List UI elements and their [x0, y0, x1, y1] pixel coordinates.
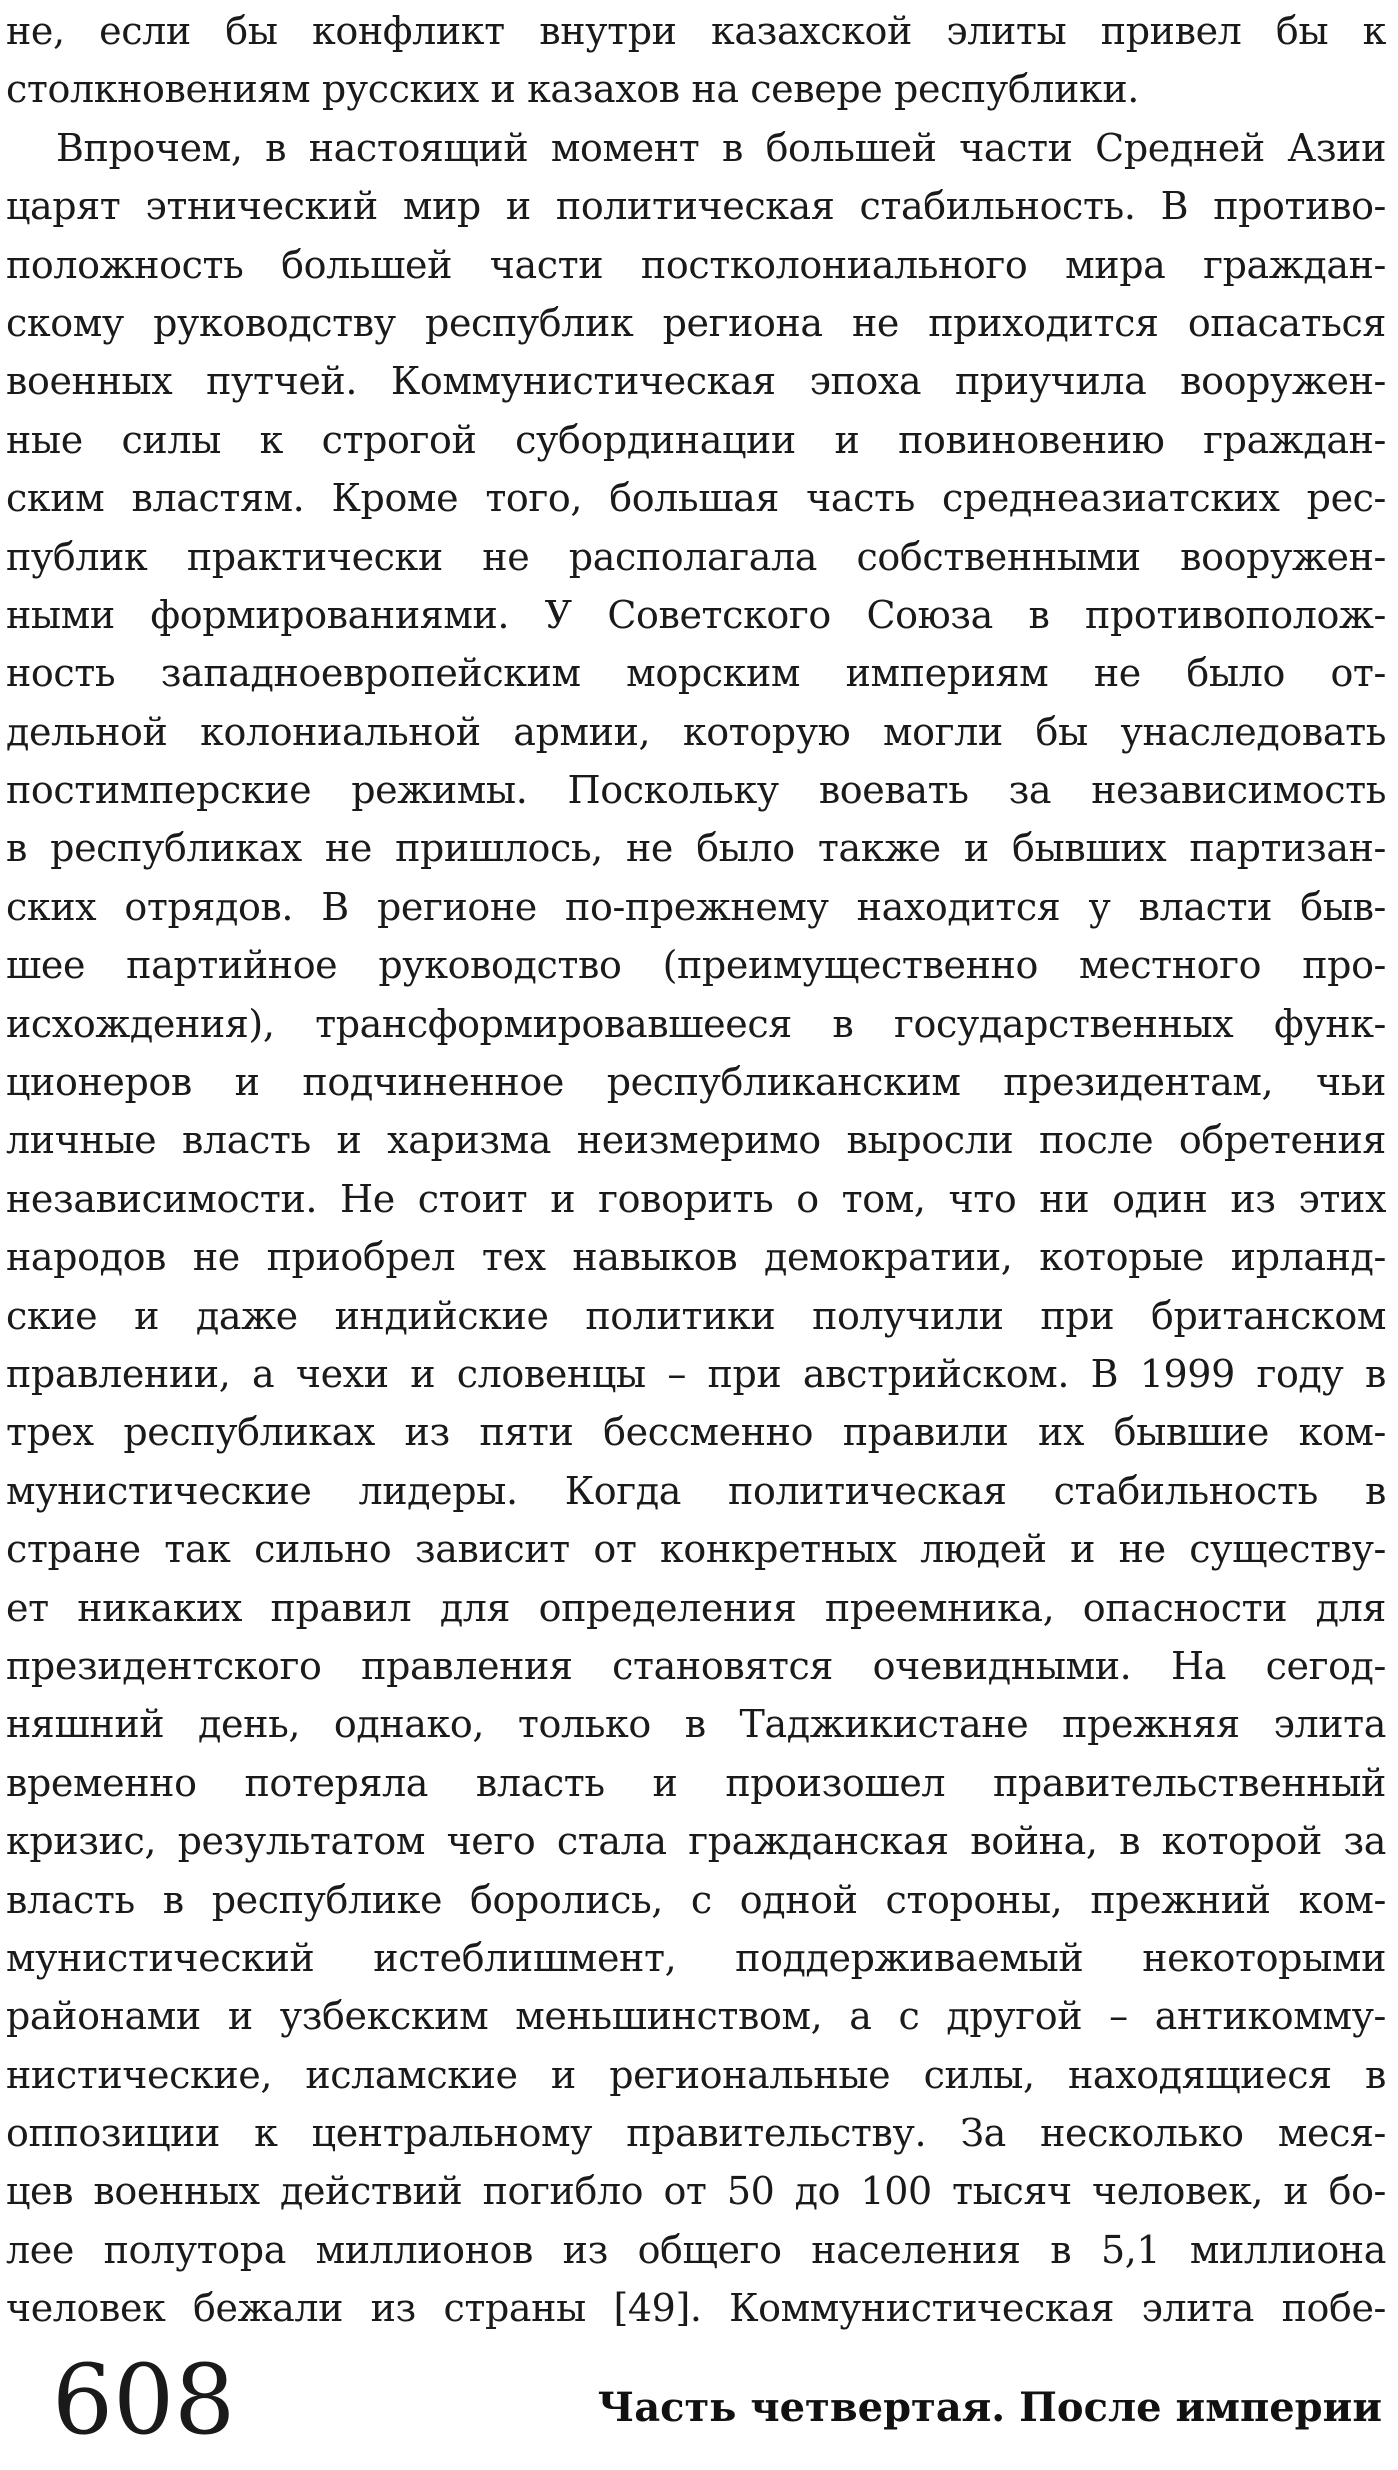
text-line: личные власть и харизма неизмеримо выросли после обретения: [6, 1118, 1386, 1163]
text-line: районами и узбекским меньшинством, а с другой – антикомму-: [6, 1994, 1386, 2039]
text-line: столкновениям русских и казахов на севере республики.: [6, 67, 1139, 112]
text-line: в республиках не пришлось, не было также и бывших партизан-: [6, 826, 1386, 871]
text-line: ционеров и подчиненное республиканским президентам, чьи: [6, 1060, 1386, 1105]
paragraph-first-line: Впрочем, в настоящий момент в большей части Средней Азии: [56, 125, 1386, 170]
text-line: ными формированиями. У Советского Союза в противополож-: [6, 592, 1386, 637]
text-line: военных путчей. Коммунистическая эпоха приучила вооружен-: [6, 359, 1386, 404]
text-line: власть в республике боролись, с одной стороны, прежний ком-: [6, 1877, 1386, 1922]
text-line: независимости. Не стоит и говорить о том, что ни один из этих: [6, 1176, 1386, 1221]
text-line: дельной колониальной армии, которую могли бы унаследовать: [6, 709, 1386, 754]
text-line: шее партийное руководство (преимущественно местного про-: [6, 943, 1386, 988]
text-line: не, если бы конфликт внутри казахской элиты привел бы к: [6, 9, 1386, 53]
text-line: трех республиках из пяти бессменно правили их бывшие ком-: [6, 1410, 1386, 1455]
text-line: положность большей части постколониального мира граждан-: [6, 242, 1386, 287]
text-line: скому руководству республик региона не приходится опасаться: [6, 300, 1386, 345]
text-line: царят этнический мир и политическая стабильность. В противо-: [6, 184, 1386, 229]
text-line: человек бежали из страны [49]. Коммунистическая элита побе-: [6, 2286, 1386, 2331]
text-line: лее полутора миллионов из общего населения в 5,1 миллиона: [6, 2227, 1386, 2272]
text-line: народов не приобрел тех навыков демократии, которые ирланд-: [6, 1235, 1386, 1280]
text-line: постимперские режимы. Поскольку воевать за независимость: [6, 768, 1386, 813]
text-line: цев военных действий погибло от 50 до 100 тысяч человек, и бо-: [6, 2169, 1386, 2214]
text-line: ные силы к строгой субординации и повиновению граждан-: [6, 417, 1386, 462]
text-line: няшний день, однако, только в Таджикистане прежняя элита: [6, 1702, 1386, 1747]
text-line: правлении, а чехи и словенцы – при австрийском. В 1999 году в: [6, 1351, 1386, 1396]
running-title: Часть четвертая. После империи: [597, 2384, 1382, 2431]
text-line: исхождения), трансформировавшееся в государственных функ-: [6, 1001, 1386, 1046]
text-line: публик практически не располагала собственными вооружен-: [6, 534, 1386, 579]
text-line: кризис, результатом чего стала гражданская война, в которой за: [6, 1819, 1386, 1864]
text-line: стране так сильно зависит от конкретных людей и не существу-: [6, 1527, 1386, 1572]
text-line: ских отрядов. В регионе по-прежнему находится у власти быв-: [6, 884, 1386, 929]
page-number: 608: [52, 2344, 236, 2456]
body-text: [6, 2, 1386, 2338]
page-footer: [0, 2345, 1398, 2455]
text-line: мунистический истеблишмент, поддерживаемый некоторыми: [6, 1935, 1386, 1980]
text-line: ность западноевропейским морским империям не было от-: [6, 651, 1386, 696]
text-line: нистические, исламские и региональные силы, находящиеся в: [6, 2052, 1386, 2097]
text-line: временно потеряла власть и произошел правительственный: [6, 1760, 1386, 1805]
text-line: мунистические лидеры. Когда политическая стабильность в: [6, 1468, 1386, 1513]
text-line: президентского правления становятся очевидными. На сегод-: [6, 1643, 1386, 1688]
text-line: ет никаких правил для определения преемника, опасности для: [6, 1585, 1386, 1630]
text-line: ские и даже индийские политики получили при британском: [6, 1293, 1386, 1338]
text-line: оппозиции к центральному правительству. За несколько меся-: [6, 2111, 1386, 2156]
text-line: ским властям. Кроме того, большая часть среднеазиатских рес-: [6, 476, 1386, 521]
